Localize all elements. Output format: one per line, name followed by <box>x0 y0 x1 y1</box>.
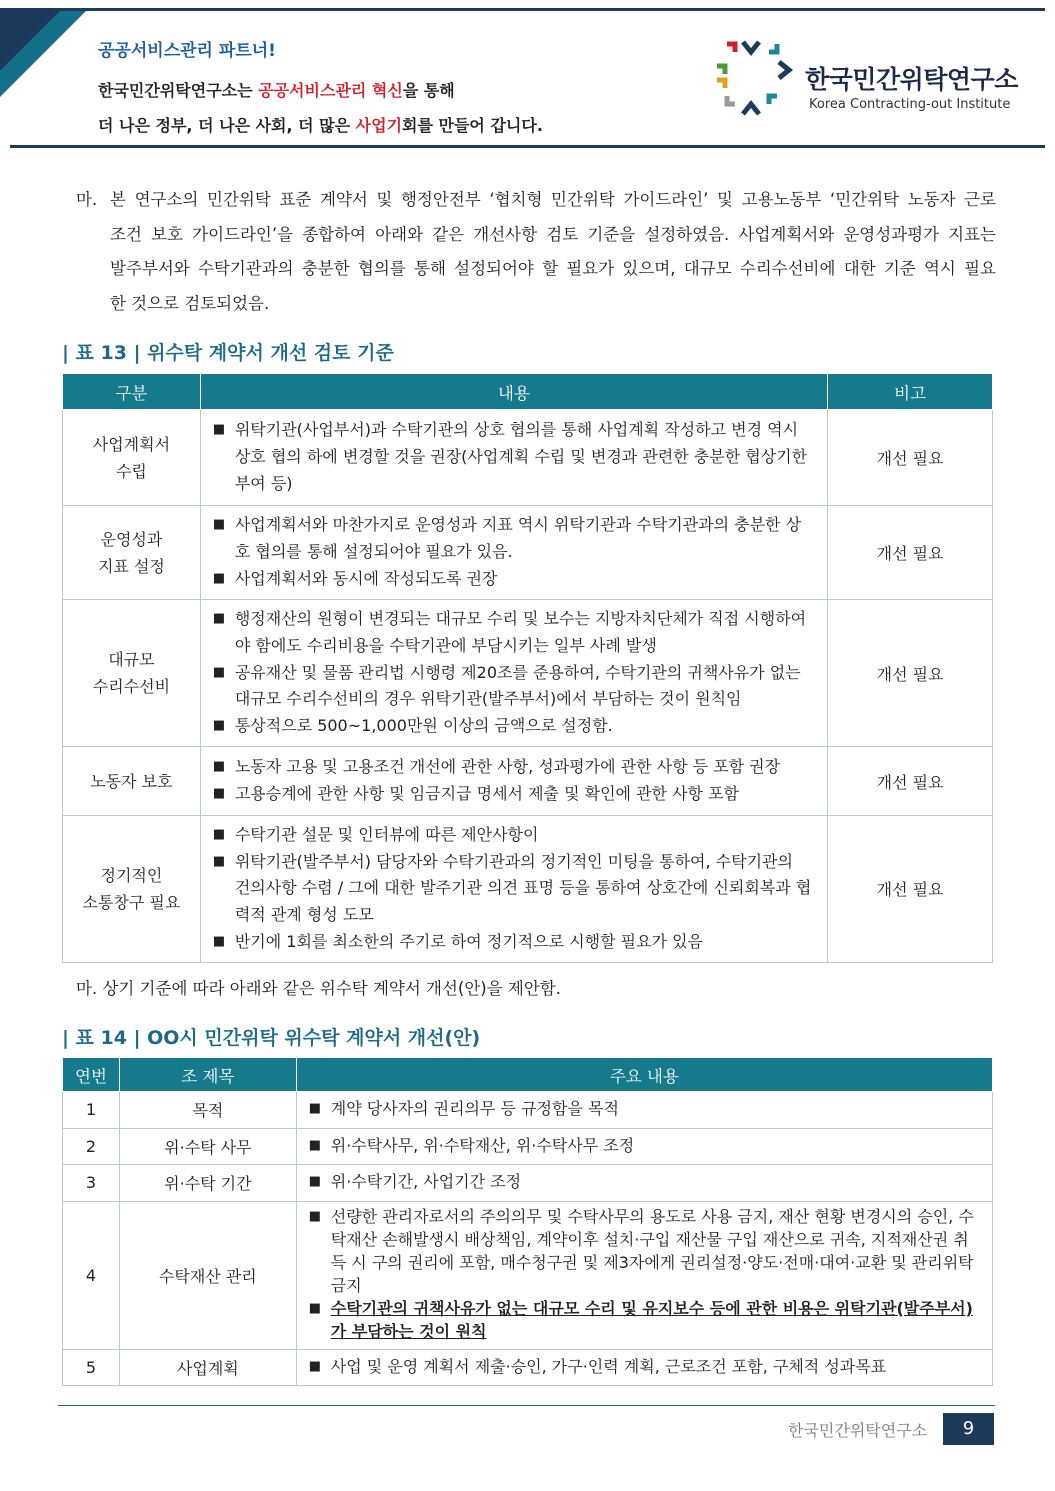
page-number: 9 <box>943 1413 994 1445</box>
list-item <box>213 606 813 659</box>
category-line: 운영성과 <box>100 529 163 549</box>
article-title: 위·수탁 사무 <box>119 1128 296 1165</box>
column-header: 주요 내용 <box>296 1058 992 1092</box>
article-title: 사업계획 <box>119 1349 296 1386</box>
bullet-square-icon: ■ <box>212 570 226 586</box>
table-row <box>63 600 993 747</box>
bullet-square-icon: ■ <box>212 759 226 775</box>
table14-caption: | 표 14 | OO시 민간위탁 위수탁 계약서 개선(안) <box>62 1027 481 1049</box>
content-cell <box>296 1201 992 1349</box>
content-cell <box>200 747 827 816</box>
list-item-text: 반기에 1회를 최소한의 주기로 하여 정기적으로 시행할 필요가 있음 <box>234 931 704 951</box>
table-row <box>63 747 993 816</box>
article-title: 위·수탁 기간 <box>119 1165 296 1202</box>
bullet-square-icon: ■ <box>308 1358 322 1374</box>
logo-korean-name: 한국민간위탁연구소 <box>805 65 1018 94</box>
list-item-text: 위탁기관(발주부서) 담당자와 수탁기관과의 정기적인 미팅을 통하여, 수탁기관의 건의사항 수렴 / 그에 대한 발주기관 의견 표명 등을 통하여 상호간에 신뢰회복과 협력적 관계 형성 도모 <box>234 851 812 925</box>
slogan-line2-a: 한국민간위탁연구소는 <box>98 81 259 100</box>
list-item-text: 행정재산의 원형이 변경되는 대규모 수리 및 보수는 지방자치단체가 직접 시행하여야 함에도 수리비용을 수탁기관에 부담시키는 일부 사례 발생 <box>234 609 807 655</box>
paragraph-line <box>76 287 996 322</box>
paragraph-marker: 마. <box>76 190 98 209</box>
content-cell <box>296 1128 992 1165</box>
category-line: 정기적인 <box>100 865 163 885</box>
note-cell: 개선 필요 <box>828 816 993 963</box>
list-item <box>213 566 813 593</box>
paragraph-line <box>76 252 996 287</box>
bullet-square-icon: ■ <box>212 786 226 801</box>
article-title: 수탁재산 관리 <box>119 1201 296 1349</box>
list-item <box>309 1135 978 1158</box>
bullet-square-icon: ■ <box>308 1209 322 1225</box>
paragraph-line-text: 발주부서와 수탁기관과의 충분한 협의를 통해 설정되어야 할 필요가 있으며, 대규모 수리수선비에 대한 기준 역시 필요 <box>110 259 996 278</box>
slogan-line3 <box>98 113 543 136</box>
header-rule <box>10 145 1045 148</box>
category-line: 지표 설정 <box>97 556 165 576</box>
category-line: 수리수선비 <box>92 677 171 696</box>
row-number: 3 <box>63 1165 120 1202</box>
list-item <box>213 512 813 565</box>
content-cell <box>200 506 827 600</box>
content-cell <box>200 600 827 747</box>
content-cell <box>200 816 827 963</box>
list-item <box>213 781 813 808</box>
list-item-text: 공유재산 및 물품 관리법 시행령 제20조를 준용하여, 수탁기관의 귀책사유가 없는 대규모 수리수선비의 경우 위탁기관(발주부서)에서 부담하는 것이 원칙임 <box>234 662 801 709</box>
corner-decoration-dark <box>0 11 60 71</box>
category-line: 대규모 <box>108 650 155 669</box>
footer-org-name: 한국민간위탁연구소 <box>788 1421 928 1440</box>
category-line: 노동자 보호 <box>90 771 173 791</box>
slogan-line1: 공공서비스관리 파트너! <box>98 41 276 61</box>
list-item <box>213 822 813 849</box>
list-item <box>309 1098 978 1121</box>
paragraph-line <box>76 183 996 218</box>
list-item <box>213 713 813 740</box>
bullet-square-icon: ■ <box>212 933 226 949</box>
column-header: 구분 <box>63 374 201 410</box>
slogan-highlight-innovation: 공공서비스관리 혁신 <box>258 81 403 100</box>
bullet-square-icon: ■ <box>308 1137 322 1153</box>
logo-english-name: Korea Contracting-out Institute <box>809 97 1011 112</box>
table-header-row <box>63 374 993 410</box>
intro-paragraph <box>76 183 996 321</box>
slogan-line3-c: 회를 만들어 갑니다. <box>402 116 543 135</box>
slogan-highlight-business: 사업기 <box>355 116 403 135</box>
list-item-text: 고용승계에 관한 사항 및 임금지급 명세서 제출 및 확인에 관한 사항 포함 <box>234 784 739 803</box>
bullet-square-icon: ■ <box>212 517 226 533</box>
bullet-square-icon: ■ <box>308 1300 322 1316</box>
list-item-text-emphasis: 수탁기관의 귀책사유가 없는 대규모 수리 및 유지보수 등에 관한 비용은 위탁기관(발주부서)가 부담하는 것이 원칙 <box>330 1298 973 1341</box>
list-item <box>213 929 813 956</box>
list-item-text: 수탁기관 설문 및 인터뷰에 따른 제안사항이 <box>234 825 539 844</box>
proposal-paragraph <box>76 972 561 1007</box>
list-item-text: 통상적으로 500~1,000만원 이상의 금액으로 설정함. <box>234 716 613 736</box>
row-number: 5 <box>63 1349 120 1386</box>
list-item-text: 계약 당사자의 권리의무 등 규정함을 목적 <box>330 1099 619 1119</box>
list-item <box>213 417 813 497</box>
table-row <box>63 1201 993 1349</box>
slogan-line2-c: 을 통해 <box>402 81 455 100</box>
category-cell <box>63 506 201 600</box>
bullet-square-icon: ■ <box>308 1101 322 1117</box>
table-13 <box>62 373 993 963</box>
category-cell <box>63 747 201 816</box>
list-item <box>309 1356 978 1379</box>
list-item-text: 사업 및 운영 계획서 제출·승인, 가구·인력 계획, 근로조건 포함, 구체적 성과목표 <box>330 1356 887 1376</box>
list-item <box>213 849 813 929</box>
table-row <box>63 1092 993 1129</box>
note-cell: 개선 필요 <box>828 410 993 506</box>
bullet-square-icon: ■ <box>212 853 226 869</box>
table-row <box>63 816 993 963</box>
list-item-text: 위·수탁기간, 사업기간 조정 <box>330 1172 522 1192</box>
row-number: 1 <box>63 1092 120 1129</box>
content-cell <box>200 410 827 506</box>
table-row <box>63 1349 993 1386</box>
paragraph-text: 상기 기준에 따라 아래와 같은 위수탁 계약서 개선(안)을 제안함. <box>102 979 561 998</box>
row-number: 4 <box>63 1201 120 1349</box>
note-cell: 개선 필요 <box>828 600 993 747</box>
table-row <box>63 1165 993 1202</box>
category-cell <box>63 816 201 963</box>
slogan-line3-a: 더 나은 정부, 더 나은 사회, 더 많은 <box>98 116 356 135</box>
content-cell <box>296 1165 992 1202</box>
bullet-square-icon: ■ <box>212 664 226 680</box>
table-row <box>63 506 993 600</box>
logo-mark-icon <box>713 40 793 120</box>
table-row <box>63 410 993 506</box>
row-number: 2 <box>63 1128 120 1165</box>
paragraph-line-text: 본 연구소의 민간위탁 표준 계약서 및 행정안전부 ‘협치형 민간위탁 가이드라인’ 및 고용노동부 ‘민간위탁 노동자 근로 <box>110 190 996 209</box>
note-cell: 개선 필요 <box>828 506 993 600</box>
column-header: 비고 <box>828 374 993 410</box>
bullet-square-icon: ■ <box>308 1174 322 1190</box>
paragraph-marker: 마. <box>76 979 98 998</box>
list-item <box>213 660 813 713</box>
slogan-line2 <box>98 78 543 101</box>
category-cell <box>63 410 201 506</box>
table-row <box>63 1128 993 1165</box>
table-header-row <box>63 1058 993 1092</box>
slogan <box>98 36 543 148</box>
paragraph-line-text: 한 것으로 검토되었음. <box>110 293 270 313</box>
column-header: 조 제목 <box>119 1058 296 1092</box>
list-item <box>309 1171 978 1194</box>
list-item <box>309 1206 978 1298</box>
table-14 <box>62 1057 993 1386</box>
list-item-text: 노동자 고용 및 고용조건 개선에 관한 사항, 성과평가에 관한 사항 등 포함 권장 <box>234 757 781 777</box>
list-item-text: 선량한 관리자로서의 주의의무 및 수탁사무의 용도로 사용 금지, 재산 현황 변경시의 승인, 수탁재산 손해발생시 배상책임, 계약이후 설치·구입 재산물 구입 재산으로 귀속, 지적재산권 취득 시 구의 권리에 포함, 매수청구권 및 제3자에게 권리설정·양도·전매·대여·교환 및 관리위탁 금지 <box>330 1207 974 1295</box>
category-line: 수립 <box>115 461 147 481</box>
list-item <box>213 754 813 781</box>
list-item-text: 사업계획서와 마찬가지로 운영성과 지표 역시 위탁기관과 수탁기관과의 충분한 상호 협의를 통해 설정되어야 필요가 있음. <box>234 515 802 562</box>
table13-caption: | 표 13 | 위수탁 계약서 개선 검토 기준 <box>62 342 394 364</box>
list-item-text: 위·수탁사무, 위·수탁재산, 위·수탁사무 조정 <box>330 1135 635 1155</box>
list-item-text: 사업계획서와 동시에 작성되도록 권장 <box>234 568 498 588</box>
category-cell <box>63 600 201 747</box>
paragraph-line <box>76 218 996 253</box>
bullet-square-icon: ■ <box>212 611 226 627</box>
footer-rule <box>58 1405 995 1406</box>
content-cell <box>296 1349 992 1386</box>
top-rule <box>0 8 1045 11</box>
bullet-square-icon: ■ <box>212 827 226 842</box>
bullet-square-icon: ■ <box>212 718 226 734</box>
institute-logo <box>713 40 1023 120</box>
list-item-emphasis <box>309 1298 978 1344</box>
content-cell <box>296 1092 992 1129</box>
note-cell: 개선 필요 <box>828 747 993 816</box>
paragraph-line-text: 조건 보호 가이드라인’을 종합하여 아래와 같은 개선사항 검토 기준을 설정하였음. 사업계획서와 운영성과평가 지표는 <box>110 224 996 244</box>
list-item-text: 위탁기관(사업부서)과 수탁기관의 상호 협의를 통해 사업계획 작성하고 변경 역시 상호 협의 하에 변경할 것을 권장(사업계획 수립 및 변경과 관련한 충분한 협상기한 부여 등) <box>234 420 808 493</box>
article-title: 목적 <box>119 1092 296 1129</box>
column-header: 내용 <box>200 374 827 410</box>
category-line: 소통창구 필요 <box>82 892 181 912</box>
bullet-square-icon: ■ <box>212 422 226 438</box>
category-line: 사업계획서 <box>92 434 171 454</box>
column-header: 연번 <box>63 1058 120 1092</box>
